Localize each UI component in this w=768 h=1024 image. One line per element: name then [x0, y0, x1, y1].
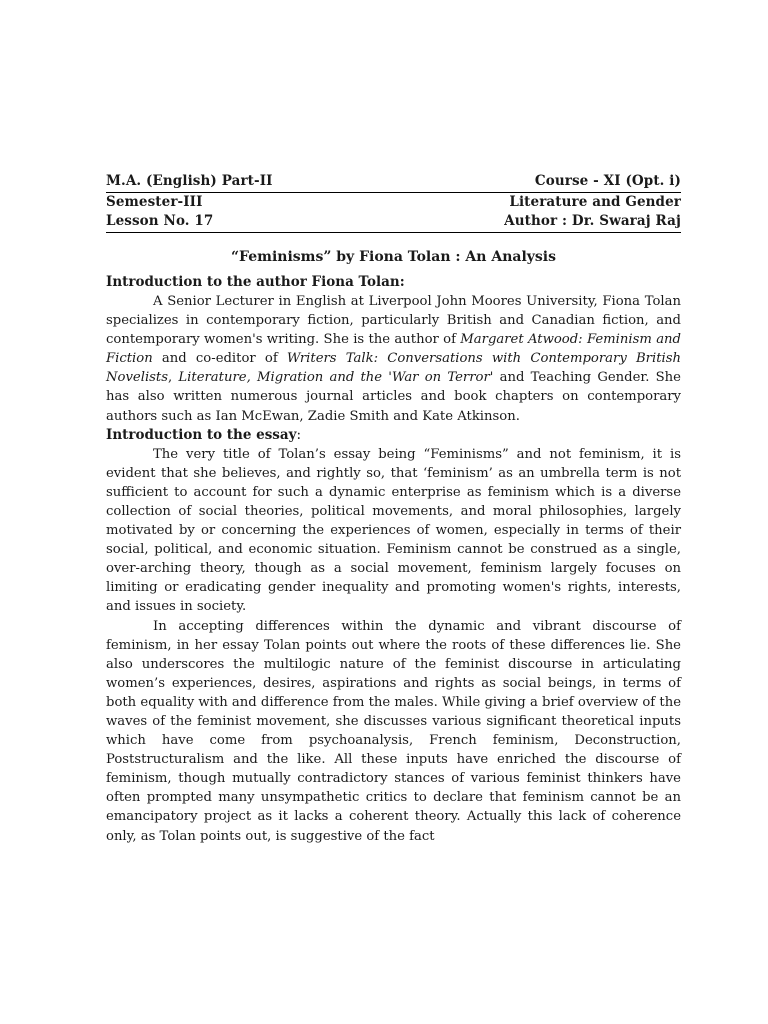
page-title: “Feminisms” by Fiona Tolan : An Analysis: [231, 249, 556, 265]
book-title-writers-talk: Writers Talk: Conversations with Contemporary British Novelists: [106, 351, 681, 386]
course-number: Course - XI (Opt. i): [534, 173, 681, 189]
section-heading-author: Introduction to the author Fiona Tolan:: [106, 274, 405, 290]
header-row-3: [106, 212, 681, 231]
header-row-2: [106, 193, 681, 212]
lesson-author: Author : Dr. Swaraj Raj: [504, 213, 681, 229]
lesson-number: Lesson No. 17: [106, 213, 214, 229]
essay-paragraph-2: In accepting differences within the dynamic and vibrant discourse of feminism, in her essay Tolan points out where the roots of these differences lie. She also underscores the multilogic nature of the feminist discourse in articulating women’s experiences, desires, aspirations and rights as social beings, in terms of both equality with and difference from the males. While giving a brief overview of the waves of the feminist movement, she discusses various significant theoretical inputs which have come from psychoanalysis, French feminism, Deconstruction, Poststructuralism and the like. All these inputs have enriched the discourse of feminism, though mutually contradictory stances of various feminist thinkers have often prompted many unsympathetic critics to declare that feminism cannot be an emancipatory project as it lacks a coherent theory. Actually this lack of coherence only, as Tolan points out, is suggestive of the fact: [106, 618, 681, 844]
header-row-1: [106, 172, 681, 191]
essay-paragraph-1: The very title of Tolan’s essay being “Feminisms” and not feminism, it is evident that she believes, and rightly so, that ‘feminism’ as an umbrella term is not sufficient to account for such a dynamic enterprise as feminism which is a diverse collection of social theories, political movements, and moral philosophies, largely motivated by or concerning the experiences of women, especially in terms of their social, political, and economic situation. Feminism cannot be construed as a single, over-arching theory, though as a social movement, feminism largely focuses on limiting or eradicating gender inequality and promoting women's rights, interests, and issues in society.: [106, 446, 681, 615]
header-rule-bottom: [106, 232, 681, 233]
author-paragraph: A Senior Lecturer in English at Liverpool John Moores University, Fiona Tolan specializes in contemporary fiction, particularly British and Canadian fiction, and contemporary women's writing. She is the author of Margaret Atwood: Feminism and Fiction and co-editor of Writers Talk: Conversations with Contemporary British Novelists, Literature, Migration and the 'War on Terror' and Teaching Gender. She has also written numerous journal articles and book chapters on contemporary authors such as Ian McEwan, Zadie Smith and Kate Atkinson.: [106, 294, 681, 424]
section-heading-essay: Introduction to the essay:: [106, 426, 302, 443]
course-level: M.A. (English) Part-II: [106, 173, 273, 189]
course-title: Literature and Gender: [509, 194, 681, 210]
book-title-war-on-terror: Literature, Migration and the 'War on Terror': [178, 370, 494, 386]
document-page: [106, 172, 681, 846]
book-title-atwood: Margaret Atwood: Feminism and Fiction: [106, 332, 681, 367]
semester: Semester-III: [106, 194, 203, 210]
